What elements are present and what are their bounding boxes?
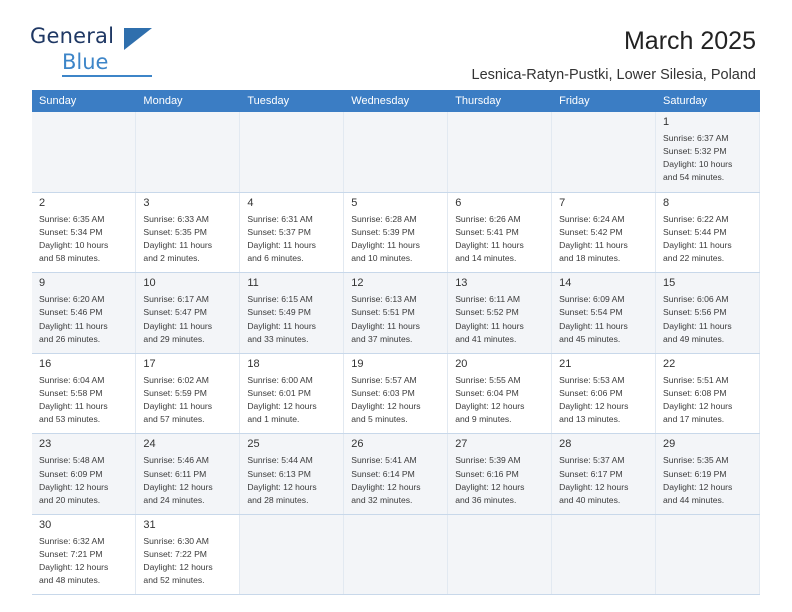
weekday-header-sunday: Sunday xyxy=(32,90,136,112)
day-details xyxy=(663,293,753,345)
weekday-header-tuesday: Tuesday xyxy=(240,90,344,112)
day-detail-line: Sunrise: 6:24 AM xyxy=(559,213,625,224)
day-detail-line: Sunset: 6:01 PM xyxy=(247,388,311,398)
calendar-day-cell[interactable] xyxy=(240,192,344,273)
day-details xyxy=(455,454,545,506)
calendar-day-cell[interactable] xyxy=(136,434,240,515)
day-detail-line: Daylight: 12 hours xyxy=(455,401,525,412)
day-number: 26 xyxy=(351,438,364,451)
day-detail-line: Sunrise: 6:32 AM xyxy=(39,536,105,547)
day-detail-line: Daylight: 12 hours xyxy=(39,481,109,492)
calendar-day-cell[interactable] xyxy=(32,192,136,273)
calendar-day-cell[interactable] xyxy=(136,353,240,434)
calendar-day-cell[interactable] xyxy=(656,434,760,515)
day-details xyxy=(143,213,233,265)
day-detail-line: and 58 minutes. xyxy=(39,253,101,264)
logo-triangle-icon xyxy=(124,28,152,50)
day-detail-line: Sunset: 5:35 PM xyxy=(143,226,207,237)
day-details xyxy=(247,454,337,506)
calendar-day-cell[interactable] xyxy=(448,192,552,273)
day-detail-line: Sunrise: 6:06 AM xyxy=(663,294,729,305)
logo-word-blue: Blue xyxy=(62,50,109,74)
calendar-day-cell[interactable] xyxy=(552,353,656,434)
day-detail-line: Sunrise: 5:44 AM xyxy=(247,455,313,466)
calendar-day-cell[interactable] xyxy=(32,273,136,354)
day-details xyxy=(455,293,545,345)
day-details xyxy=(663,454,753,506)
day-number: 20 xyxy=(455,357,468,370)
calendar-day-cell[interactable] xyxy=(448,434,552,515)
day-detail-line: Daylight: 11 hours xyxy=(143,320,213,331)
calendar-day-cell[interactable] xyxy=(344,273,448,354)
day-detail-line: Daylight: 12 hours xyxy=(143,481,213,492)
day-number: 29 xyxy=(663,438,676,451)
calendar-empty-cell xyxy=(344,514,448,595)
calendar-day-cell[interactable] xyxy=(656,353,760,434)
day-detail-line: Sunset: 6:11 PM xyxy=(143,468,207,479)
day-detail-line: Daylight: 12 hours xyxy=(559,401,629,412)
day-detail-line: Sunset: 6:17 PM xyxy=(559,468,623,479)
day-number: 18 xyxy=(247,357,260,370)
day-detail-line: Daylight: 12 hours xyxy=(351,481,421,492)
day-detail-line: Daylight: 10 hours xyxy=(39,239,109,250)
day-details xyxy=(559,454,649,506)
day-detail-line: and 33 minutes. xyxy=(247,333,309,344)
day-detail-line: Daylight: 11 hours xyxy=(39,320,108,331)
day-detail-line: Sunrise: 6:31 AM xyxy=(247,213,313,224)
calendar-day-cell[interactable] xyxy=(448,273,552,354)
day-detail-line: and 40 minutes. xyxy=(559,494,621,505)
day-number: 2 xyxy=(39,196,46,209)
day-detail-line: Sunset: 5:58 PM xyxy=(39,388,103,398)
weekday-header-thursday: Thursday xyxy=(448,90,552,112)
day-detail-line: and 52 minutes. xyxy=(143,575,205,586)
calendar-empty-cell xyxy=(552,514,656,595)
day-number: 25 xyxy=(247,438,260,451)
day-detail-line: Sunset: 7:21 PM xyxy=(39,549,103,560)
day-detail-line: and 10 minutes. xyxy=(351,253,413,264)
day-detail-line: Sunrise: 5:53 AM xyxy=(559,374,625,385)
day-detail-line: and 20 minutes. xyxy=(39,494,101,505)
day-number: 1 xyxy=(663,116,670,128)
calendar-day-cell[interactable] xyxy=(240,353,344,434)
calendar-empty-cell xyxy=(240,514,344,595)
day-number: 28 xyxy=(559,438,572,451)
day-detail-line: Sunrise: 6:33 AM xyxy=(143,213,209,224)
day-detail-line: Sunrise: 6:35 AM xyxy=(39,213,105,224)
day-detail-line: Daylight: 11 hours xyxy=(247,320,316,331)
day-details xyxy=(143,293,233,345)
day-detail-line: and 28 minutes. xyxy=(247,494,309,505)
day-detail-line: Sunset: 6:08 PM xyxy=(663,388,727,398)
day-detail-line: Sunset: 5:52 PM xyxy=(455,307,519,318)
day-detail-line: Sunset: 7:22 PM xyxy=(143,549,207,560)
day-detail-line: and 54 minutes. xyxy=(663,172,725,183)
day-detail-line: Sunset: 6:13 PM xyxy=(247,468,311,479)
day-detail-line: and 49 minutes. xyxy=(663,333,725,344)
calendar-day-cell[interactable] xyxy=(656,273,760,354)
day-detail-line: and 18 minutes. xyxy=(559,253,621,264)
day-detail-line: Sunrise: 5:55 AM xyxy=(455,374,521,385)
calendar-day-cell[interactable] xyxy=(344,434,448,515)
day-number: 17 xyxy=(143,357,156,370)
day-detail-line: Daylight: 12 hours xyxy=(455,481,525,492)
day-details xyxy=(351,213,441,265)
day-detail-line: Daylight: 12 hours xyxy=(39,562,109,573)
day-detail-line: Sunrise: 6:00 AM xyxy=(247,374,313,385)
day-details xyxy=(39,535,129,587)
weekday-header-row xyxy=(32,90,760,112)
day-detail-line: Sunset: 6:19 PM xyxy=(663,468,727,479)
day-detail-line: and 24 minutes. xyxy=(143,494,205,505)
weekday-header-monday: Monday xyxy=(136,90,240,112)
day-detail-line: Sunrise: 6:15 AM xyxy=(247,294,313,305)
day-number: 13 xyxy=(455,277,468,290)
day-detail-line: and 6 minutes. xyxy=(247,253,304,264)
calendar-empty-cell xyxy=(552,112,656,192)
day-number: 9 xyxy=(39,277,46,290)
day-detail-line: Sunrise: 6:37 AM xyxy=(663,133,729,144)
day-detail-line: Sunset: 6:09 PM xyxy=(39,468,103,479)
day-detail-line: Daylight: 12 hours xyxy=(247,481,317,492)
day-detail-line: Sunset: 5:34 PM xyxy=(39,226,103,237)
day-detail-line: Sunrise: 6:28 AM xyxy=(351,213,417,224)
day-number: 12 xyxy=(351,277,364,290)
page-header xyxy=(0,0,792,83)
day-details xyxy=(247,293,337,345)
weekday-header-friday: Friday xyxy=(552,90,656,112)
calendar-day-cell[interactable] xyxy=(136,192,240,273)
day-detail-line: Sunset: 5:42 PM xyxy=(559,226,623,237)
day-detail-line: Daylight: 12 hours xyxy=(143,562,213,573)
calendar-day-cell[interactable] xyxy=(240,273,344,354)
calendar-day-cell[interactable] xyxy=(32,353,136,434)
day-details xyxy=(39,213,129,265)
day-detail-line: Sunset: 6:16 PM xyxy=(455,468,519,479)
day-detail-line: Sunrise: 6:30 AM xyxy=(143,536,209,547)
day-detail-line: Sunset: 5:56 PM xyxy=(663,307,727,318)
day-number: 22 xyxy=(663,357,676,370)
calendar-empty-cell xyxy=(448,112,552,192)
day-detail-line: Sunset: 5:51 PM xyxy=(351,307,415,318)
day-detail-line: and 41 minutes. xyxy=(455,333,517,344)
day-detail-line: and 44 minutes. xyxy=(663,494,725,505)
day-detail-line: Daylight: 12 hours xyxy=(663,481,733,492)
day-number: 14 xyxy=(559,277,572,290)
calendar-day-cell[interactable] xyxy=(552,434,656,515)
calendar-day-cell[interactable] xyxy=(32,514,136,595)
day-detail-line: Sunset: 5:41 PM xyxy=(455,226,519,237)
day-detail-line: and 26 minutes. xyxy=(39,333,101,344)
day-detail-line: Sunset: 5:32 PM xyxy=(663,146,727,157)
day-detail-line: Sunrise: 6:17 AM xyxy=(143,294,209,305)
calendar-day-cell[interactable] xyxy=(344,192,448,273)
page-title: March 2025 xyxy=(623,27,756,55)
day-detail-line: and 45 minutes. xyxy=(559,333,621,344)
day-detail-line: Sunrise: 6:26 AM xyxy=(455,213,521,224)
day-number: 15 xyxy=(663,277,676,290)
day-number: 23 xyxy=(39,438,52,451)
day-detail-line: and 48 minutes. xyxy=(39,575,101,586)
calendar-week-row xyxy=(32,192,760,273)
day-number: 6 xyxy=(455,196,462,209)
day-details xyxy=(143,535,233,587)
general-blue-logo xyxy=(30,26,150,78)
day-detail-line: and 5 minutes. xyxy=(351,414,408,425)
day-detail-line: Sunrise: 6:04 AM xyxy=(39,374,105,385)
calendar-empty-cell xyxy=(344,112,448,192)
day-detail-line: Sunset: 6:14 PM xyxy=(351,468,415,479)
day-detail-line: Sunrise: 5:46 AM xyxy=(143,455,209,466)
calendar-week-row xyxy=(32,273,760,354)
calendar-empty-cell xyxy=(32,112,136,192)
calendar-empty-cell xyxy=(136,112,240,192)
day-detail-line: Sunset: 6:03 PM xyxy=(351,388,415,398)
logo-underline xyxy=(62,75,152,77)
day-detail-line: Daylight: 12 hours xyxy=(351,401,421,412)
day-detail-line: Daylight: 11 hours xyxy=(351,320,420,331)
day-detail-line: Daylight: 11 hours xyxy=(559,320,628,331)
day-detail-line: Daylight: 11 hours xyxy=(247,239,316,250)
day-detail-line: Daylight: 12 hours xyxy=(247,401,317,412)
day-number: 24 xyxy=(143,438,156,451)
day-detail-line: and 57 minutes. xyxy=(143,414,205,425)
day-detail-line: and 17 minutes. xyxy=(663,414,725,425)
day-detail-line: Sunrise: 5:35 AM xyxy=(663,455,729,466)
day-detail-line: Daylight: 10 hours xyxy=(663,159,733,170)
day-detail-line: Sunset: 5:54 PM xyxy=(559,307,623,318)
day-details xyxy=(351,454,441,506)
day-number: 8 xyxy=(663,196,670,209)
day-detail-line: and 32 minutes. xyxy=(351,494,413,505)
day-number: 5 xyxy=(351,196,358,209)
day-detail-line: and 2 minutes. xyxy=(143,253,200,264)
page-subtitle: Lesnica-Ratyn-Pustki, Lower Silesia, Poland xyxy=(471,66,756,83)
calendar-day-cell[interactable] xyxy=(552,273,656,354)
day-detail-line: Sunrise: 5:51 AM xyxy=(663,374,729,385)
day-detail-line: Daylight: 11 hours xyxy=(559,239,628,250)
calendar-week-row xyxy=(32,514,760,595)
day-number: 27 xyxy=(455,438,468,451)
day-detail-line: and 29 minutes. xyxy=(143,333,205,344)
day-detail-line: and 1 minute. xyxy=(247,414,300,425)
logo-word-general: General xyxy=(30,24,115,48)
day-detail-line: Daylight: 11 hours xyxy=(351,239,420,250)
day-detail-line: Sunrise: 6:13 AM xyxy=(351,294,417,305)
calendar-day-cell[interactable] xyxy=(344,353,448,434)
day-number: 21 xyxy=(559,357,572,370)
day-detail-line: Daylight: 11 hours xyxy=(663,320,732,331)
day-details xyxy=(559,213,649,265)
day-details xyxy=(39,293,129,345)
day-detail-line: Sunset: 6:06 PM xyxy=(559,388,623,398)
calendar-week-row xyxy=(32,353,760,434)
calendar-week-row xyxy=(32,434,760,515)
day-details xyxy=(247,374,337,426)
day-detail-line: Sunset: 5:37 PM xyxy=(247,226,311,237)
day-detail-line: and 22 minutes. xyxy=(663,253,725,264)
day-details xyxy=(39,374,129,426)
day-detail-line: Sunset: 5:59 PM xyxy=(143,388,207,398)
day-detail-line: Daylight: 11 hours xyxy=(455,239,524,250)
calendar-empty-cell xyxy=(448,514,552,595)
day-detail-line: Daylight: 11 hours xyxy=(663,239,732,250)
day-detail-line: and 14 minutes. xyxy=(455,253,517,264)
calendar-day-cell[interactable] xyxy=(448,353,552,434)
day-detail-line: and 37 minutes. xyxy=(351,333,413,344)
day-detail-line: and 13 minutes. xyxy=(559,414,621,425)
day-detail-line: Sunset: 5:47 PM xyxy=(143,307,207,318)
calendar-day-cell[interactable] xyxy=(552,192,656,273)
calendar-day-cell[interactable] xyxy=(240,434,344,515)
day-details xyxy=(663,213,753,265)
day-details xyxy=(351,293,441,345)
day-details xyxy=(39,454,129,506)
day-details xyxy=(143,454,233,506)
day-detail-line: Sunrise: 5:39 AM xyxy=(455,455,521,466)
calendar-day-cell[interactable] xyxy=(136,273,240,354)
calendar-empty-cell xyxy=(656,514,760,595)
title-block xyxy=(472,26,757,83)
day-detail-line: Sunset: 5:39 PM xyxy=(351,226,415,237)
day-details xyxy=(455,213,545,265)
day-number: 19 xyxy=(351,357,364,370)
day-detail-line: Sunrise: 6:09 AM xyxy=(559,294,625,305)
day-number: 16 xyxy=(39,357,52,370)
day-detail-line: and 36 minutes. xyxy=(455,494,517,505)
day-detail-line: Sunrise: 5:41 AM xyxy=(351,455,417,466)
calendar-day-cell[interactable] xyxy=(32,434,136,515)
day-details xyxy=(351,374,441,426)
day-detail-line: Daylight: 11 hours xyxy=(143,401,213,412)
day-number: 3 xyxy=(143,196,150,209)
day-detail-line: Sunset: 6:04 PM xyxy=(455,388,519,398)
calendar-table xyxy=(32,90,760,595)
day-details xyxy=(559,374,649,426)
day-number: 10 xyxy=(143,277,156,290)
day-detail-line: Daylight: 12 hours xyxy=(663,401,733,412)
day-detail-line: and 53 minutes. xyxy=(39,414,101,425)
day-details xyxy=(663,374,753,426)
day-detail-line: Sunrise: 5:37 AM xyxy=(559,455,625,466)
calendar-day-cell[interactable] xyxy=(136,514,240,595)
day-number: 7 xyxy=(559,196,566,209)
day-detail-line: Sunrise: 6:20 AM xyxy=(39,294,105,305)
day-number: 4 xyxy=(247,196,254,209)
day-number: 30 xyxy=(39,518,52,531)
day-detail-line: Daylight: 12 hours xyxy=(559,481,629,492)
day-number: 11 xyxy=(247,277,259,290)
day-details xyxy=(559,293,649,345)
weekday-header-saturday: Saturday xyxy=(656,90,760,112)
day-detail-line: Sunset: 5:49 PM xyxy=(247,307,311,318)
day-detail-line: Sunrise: 5:48 AM xyxy=(39,455,105,466)
calendar-day-cell[interactable] xyxy=(656,112,760,192)
calendar-week-row xyxy=(32,112,760,192)
calendar-empty-cell xyxy=(240,112,344,192)
weekday-header-wednesday: Wednesday xyxy=(344,90,448,112)
day-details xyxy=(247,213,337,265)
day-detail-line: Daylight: 11 hours xyxy=(143,239,213,250)
day-details xyxy=(455,374,545,426)
calendar-day-cell[interactable] xyxy=(656,192,760,273)
day-details xyxy=(143,374,233,426)
day-detail-line: and 9 minutes. xyxy=(455,414,512,425)
day-detail-line: Daylight: 11 hours xyxy=(455,320,524,331)
day-details xyxy=(663,132,753,184)
day-number: 31 xyxy=(143,518,156,531)
day-detail-line: Daylight: 11 hours xyxy=(39,401,108,412)
day-detail-line: Sunrise: 6:11 AM xyxy=(455,294,520,305)
day-detail-line: Sunrise: 5:57 AM xyxy=(351,374,417,385)
day-detail-line: Sunrise: 6:02 AM xyxy=(143,374,209,385)
day-detail-line: Sunset: 5:44 PM xyxy=(663,226,727,237)
day-detail-line: Sunset: 5:46 PM xyxy=(39,307,103,318)
day-detail-line: Sunrise: 6:22 AM xyxy=(663,213,729,224)
